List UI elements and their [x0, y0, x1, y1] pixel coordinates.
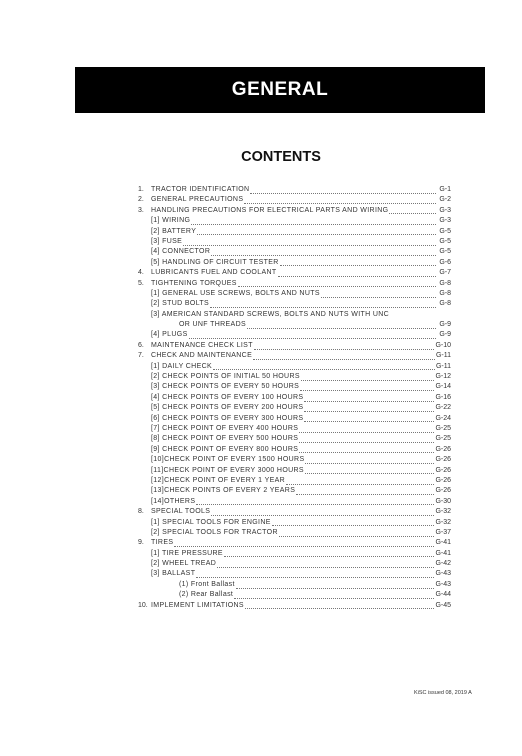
toc-entry-number: 5. — [138, 279, 144, 287]
toc-dot-leader — [300, 384, 434, 391]
toc-entry-label: [5] HANDLING OF CIRCUIT TESTER — [151, 258, 279, 266]
toc-entry[interactable] — [138, 466, 451, 476]
toc-entry-label: [4] CONNECTOR — [151, 248, 211, 256]
toc-entry[interactable] — [138, 206, 451, 216]
toc-entry-page: G-10 — [435, 341, 451, 349]
toc-entry-page: G-3 — [439, 206, 451, 214]
toc-entry-label: [13]CHECK POINTS OF EVERY 2 YEARS — [151, 487, 296, 495]
toc-entry-page: G-8 — [439, 279, 451, 287]
toc-entry[interactable] — [138, 320, 451, 330]
toc-entry-label: SPECIAL TOOLS — [151, 508, 211, 516]
toc-entry-number: 4. — [138, 269, 144, 277]
toc-entry[interactable] — [138, 372, 451, 382]
banner-title: GENERAL — [231, 79, 329, 100]
toc-dot-leader — [304, 415, 434, 422]
toc-entry-label: [2] WHEEL TREAD — [151, 560, 217, 568]
toc-entry[interactable] — [138, 341, 451, 351]
toc-entry-label: [4] PLUGS — [151, 331, 188, 339]
toc-entry-page: G-32 — [435, 518, 451, 526]
toc-entry[interactable] — [138, 414, 451, 424]
toc-entry-label: [7] CHECK POINT OF EVERY 400 HOURS — [151, 424, 299, 432]
toc-dot-leader — [299, 446, 434, 453]
toc-dot-leader — [210, 301, 436, 308]
toc-entry-page: G-5 — [439, 227, 451, 235]
toc-dot-leader — [296, 488, 434, 495]
toc-entry-label: [2] STUD BOLTS — [151, 300, 210, 308]
toc-dot-leader — [305, 457, 434, 464]
toc-entry-page: G-26 — [435, 466, 451, 474]
toc-entry-number: 7. — [138, 352, 144, 360]
toc-entry-label: TRACTOR IDENTIFICATION — [151, 186, 250, 193]
toc-entry-label: [5] CHECK POINTS OF EVERY 200 HOURS — [151, 404, 304, 412]
toc-dot-leader — [286, 478, 434, 485]
toc-entry-page: G-3 — [439, 217, 451, 225]
toc-entry[interactable] — [138, 559, 451, 569]
toc-dot-leader — [189, 332, 436, 339]
toc-entry-page: G-25 — [435, 424, 451, 432]
toc-entry-number: 9. — [138, 539, 144, 547]
toc-entry-page: G-26 — [435, 456, 451, 464]
toc-entry-page: G-5 — [439, 237, 451, 245]
toc-dot-leader — [224, 550, 434, 557]
toc-entry-label: GENERAL PRECAUTIONS — [151, 196, 244, 204]
toc-entry-label: [9] CHECK POINT OF EVERY 800 HOURS — [151, 445, 299, 453]
toc-entry-label: [1] TIRE PRESSURE — [151, 549, 223, 557]
toc-entry[interactable] — [138, 351, 451, 361]
toc-entry-label: TIGHTENING TORQUES — [151, 279, 237, 287]
toc-entry-label: CHECK AND MAINTENANCE — [151, 352, 253, 360]
toc-entry-number: 3. — [138, 206, 144, 214]
toc-entry-page: G-41 — [435, 539, 451, 547]
toc-entry[interactable] — [138, 247, 451, 257]
toc-entry[interactable] — [138, 393, 451, 403]
toc-dot-leader — [321, 291, 436, 298]
toc-dot-leader — [279, 530, 435, 537]
toc-entry-label: [12]CHECK POINT OF EVERY 1 YEAR — [151, 476, 286, 484]
toc-entry[interactable] — [138, 549, 451, 559]
toc-entry[interactable] — [138, 227, 451, 237]
toc-entry-label: [4] CHECK POINTS OF EVERY 100 HOURS — [151, 393, 304, 401]
toc-entry-page: G-45 — [435, 601, 451, 609]
toc-entry-page: G-5 — [439, 248, 451, 256]
toc-dot-leader — [278, 270, 437, 277]
toc-entry[interactable] — [138, 476, 451, 486]
table-of-contents — [138, 185, 451, 611]
toc-entry[interactable] — [138, 279, 451, 289]
toc-entry-page: G-8 — [439, 300, 451, 308]
toc-entry-page: G-2 — [439, 196, 451, 204]
toc-entry[interactable] — [138, 486, 451, 496]
toc-entry[interactable] — [138, 528, 451, 538]
toc-entry-number: 2. — [138, 196, 144, 204]
toc-entry[interactable] — [138, 237, 451, 247]
toc-entry[interactable] — [138, 455, 451, 465]
toc-entry[interactable] — [138, 382, 451, 392]
toc-dot-leader — [183, 239, 436, 246]
toc-entry-page: G-37 — [435, 528, 451, 536]
toc-dot-leader — [301, 374, 435, 381]
toc-entry-page: G-43 — [435, 580, 451, 588]
toc-entry[interactable] — [138, 497, 451, 507]
toc-entry[interactable] — [138, 195, 451, 205]
toc-entry-number: 8. — [138, 508, 144, 516]
toc-dot-leader — [196, 498, 434, 505]
toc-entry-label: IMPLEMENT LIMITATIONS — [151, 601, 244, 609]
toc-entry[interactable] — [138, 518, 451, 528]
toc-dot-leader — [272, 519, 435, 526]
toc-dot-leader — [196, 571, 434, 578]
toc-dot-leader — [197, 228, 436, 235]
toc-dot-leader — [305, 467, 434, 474]
toc-entry-page: G-11 — [435, 352, 451, 360]
toc-entry-page: G-6 — [439, 258, 451, 266]
toc-dot-leader — [211, 509, 434, 516]
toc-entry-label: [3] CHECK POINTS OF EVERY 50 HOURS — [151, 383, 300, 391]
toc-entry[interactable] — [138, 299, 451, 309]
toc-dot-leader — [174, 540, 434, 547]
toc-dot-leader — [244, 197, 436, 204]
toc-dot-leader — [280, 259, 436, 266]
toc-entry-label: [1] SPECIAL TOOLS FOR ENGINE — [151, 518, 271, 526]
toc-entry[interactable] — [138, 362, 451, 372]
issue-footer: KiSC issued 08, 2019 A — [414, 690, 472, 696]
toc-entry-label: HANDLING PRECAUTIONS FOR ELECTRICAL PARTS AND WIRING — [151, 206, 389, 214]
toc-entry-label: [2] BATTERY — [151, 227, 197, 235]
toc-dot-leader — [253, 353, 435, 360]
toc-entry-label: [11]CHECK POINT OF EVERY 3000 HOURS — [151, 466, 304, 474]
toc-entry-label: [1] WIRING — [151, 217, 191, 225]
toc-entry[interactable] — [138, 580, 451, 590]
toc-entry-page: G-44 — [435, 591, 451, 599]
toc-entry[interactable] — [138, 507, 451, 517]
toc-entry-label: [3] BALLAST — [151, 570, 196, 578]
toc-entry-page: G-41 — [435, 549, 451, 557]
toc-dot-leader — [236, 582, 435, 589]
toc-entry[interactable] — [138, 569, 451, 579]
toc-entry[interactable] — [138, 434, 451, 444]
toc-entry-page: G-8 — [439, 289, 451, 297]
toc-dot-leader — [213, 363, 435, 370]
section-banner — [75, 67, 485, 113]
toc-dot-leader — [234, 592, 434, 599]
toc-dot-leader — [299, 436, 434, 443]
toc-dot-leader — [191, 218, 436, 225]
toc-entry-page: G-25 — [435, 435, 451, 443]
toc-entry-page: G-43 — [435, 570, 451, 578]
toc-entry[interactable] — [138, 268, 451, 278]
toc-entry[interactable] — [138, 185, 451, 195]
toc-entry-page: G-7 — [439, 269, 451, 277]
toc-entry-label: [14]OTHERS — [151, 497, 196, 505]
toc-entry-label: [2] CHECK POINTS OF INITIAL 50 HOURS — [151, 373, 300, 381]
toc-entry-page: G-26 — [435, 445, 451, 453]
toc-entry-page: G-12 — [435, 373, 451, 381]
toc-dot-leader — [217, 561, 434, 568]
toc-entry-page: G-26 — [435, 476, 451, 484]
toc-entry-label: [8] CHECK POINT OF EVERY 500 HOURS — [151, 435, 299, 443]
toc-entry[interactable] — [138, 216, 451, 226]
toc-entry[interactable] — [138, 310, 451, 320]
toc-dot-leader — [254, 343, 435, 350]
toc-entry-page: G-1 — [439, 186, 451, 193]
toc-entry-label: [3] FUSE — [151, 237, 183, 245]
toc-entry-label: [1] GENERAL USE SCREWS, BOLTS AND NUTS — [151, 289, 320, 297]
toc-entry-page: G-9 — [439, 331, 451, 339]
toc-dot-leader — [211, 249, 436, 256]
toc-entry-label: [6] CHECK POINTS OF EVERY 300 HOURS — [151, 414, 304, 422]
toc-entry[interactable] — [138, 258, 451, 268]
toc-entry-page: G-24 — [435, 414, 451, 422]
toc-dot-leader — [247, 322, 436, 329]
toc-entry-page: G-22 — [435, 404, 451, 412]
toc-dot-leader — [238, 280, 436, 287]
toc-entry[interactable] — [138, 289, 451, 299]
toc-entry[interactable] — [138, 590, 451, 600]
toc-dot-leader — [299, 426, 434, 433]
toc-dot-leader — [304, 405, 434, 412]
toc-entry-label: TIRES — [151, 539, 174, 547]
toc-dot-leader — [304, 395, 434, 402]
toc-entry[interactable] — [138, 403, 451, 413]
toc-entry-page: G-16 — [435, 393, 451, 401]
toc-entry[interactable] — [138, 538, 451, 548]
toc-entry-label: [3] AMERICAN STANDARD SCREWS, BOLTS AND NUTS WITH UNC — [151, 310, 390, 318]
toc-entry-number: 10. — [138, 601, 148, 609]
toc-entry[interactable] — [138, 445, 451, 455]
toc-entry-number: 6. — [138, 341, 144, 349]
toc-entry-label: (1) Front Ballast — [179, 580, 235, 588]
toc-entry-page: G-11 — [435, 362, 451, 370]
toc-dot-leader — [389, 207, 436, 214]
toc-entry-label: LUBRICANTS FUEL AND COOLANT — [151, 269, 277, 277]
toc-dot-leader — [250, 187, 436, 194]
toc-entry-label: [10]CHECK POINT OF EVERY 1500 HOURS — [151, 456, 305, 464]
toc-entry-page: G-9 — [439, 321, 451, 329]
toc-entry[interactable] — [138, 601, 451, 611]
toc-entry-label: (2) Rear Ballast — [179, 591, 234, 599]
toc-entry-label: [2] SPECIAL TOOLS FOR TRACTOR — [151, 528, 278, 536]
toc-entry-label: OR UNF THREADS — [179, 321, 246, 329]
toc-entry[interactable] — [138, 330, 451, 340]
toc-dot-leader — [245, 602, 435, 609]
toc-entry-number: 1. — [138, 186, 144, 193]
toc-entry-page: G-32 — [435, 508, 451, 516]
toc-entry-page: G-42 — [435, 560, 451, 568]
contents-heading: CONTENTS — [241, 149, 321, 165]
toc-entry-label: MAINTENANCE CHECK LIST — [151, 341, 253, 349]
toc-entry-page: G-30 — [435, 497, 451, 505]
toc-entry-page: G-26 — [435, 487, 451, 495]
toc-entry[interactable] — [138, 424, 451, 434]
toc-entry-page: G-14 — [435, 383, 451, 391]
toc-entry-label: [1] DAILY CHECK — [151, 362, 213, 370]
